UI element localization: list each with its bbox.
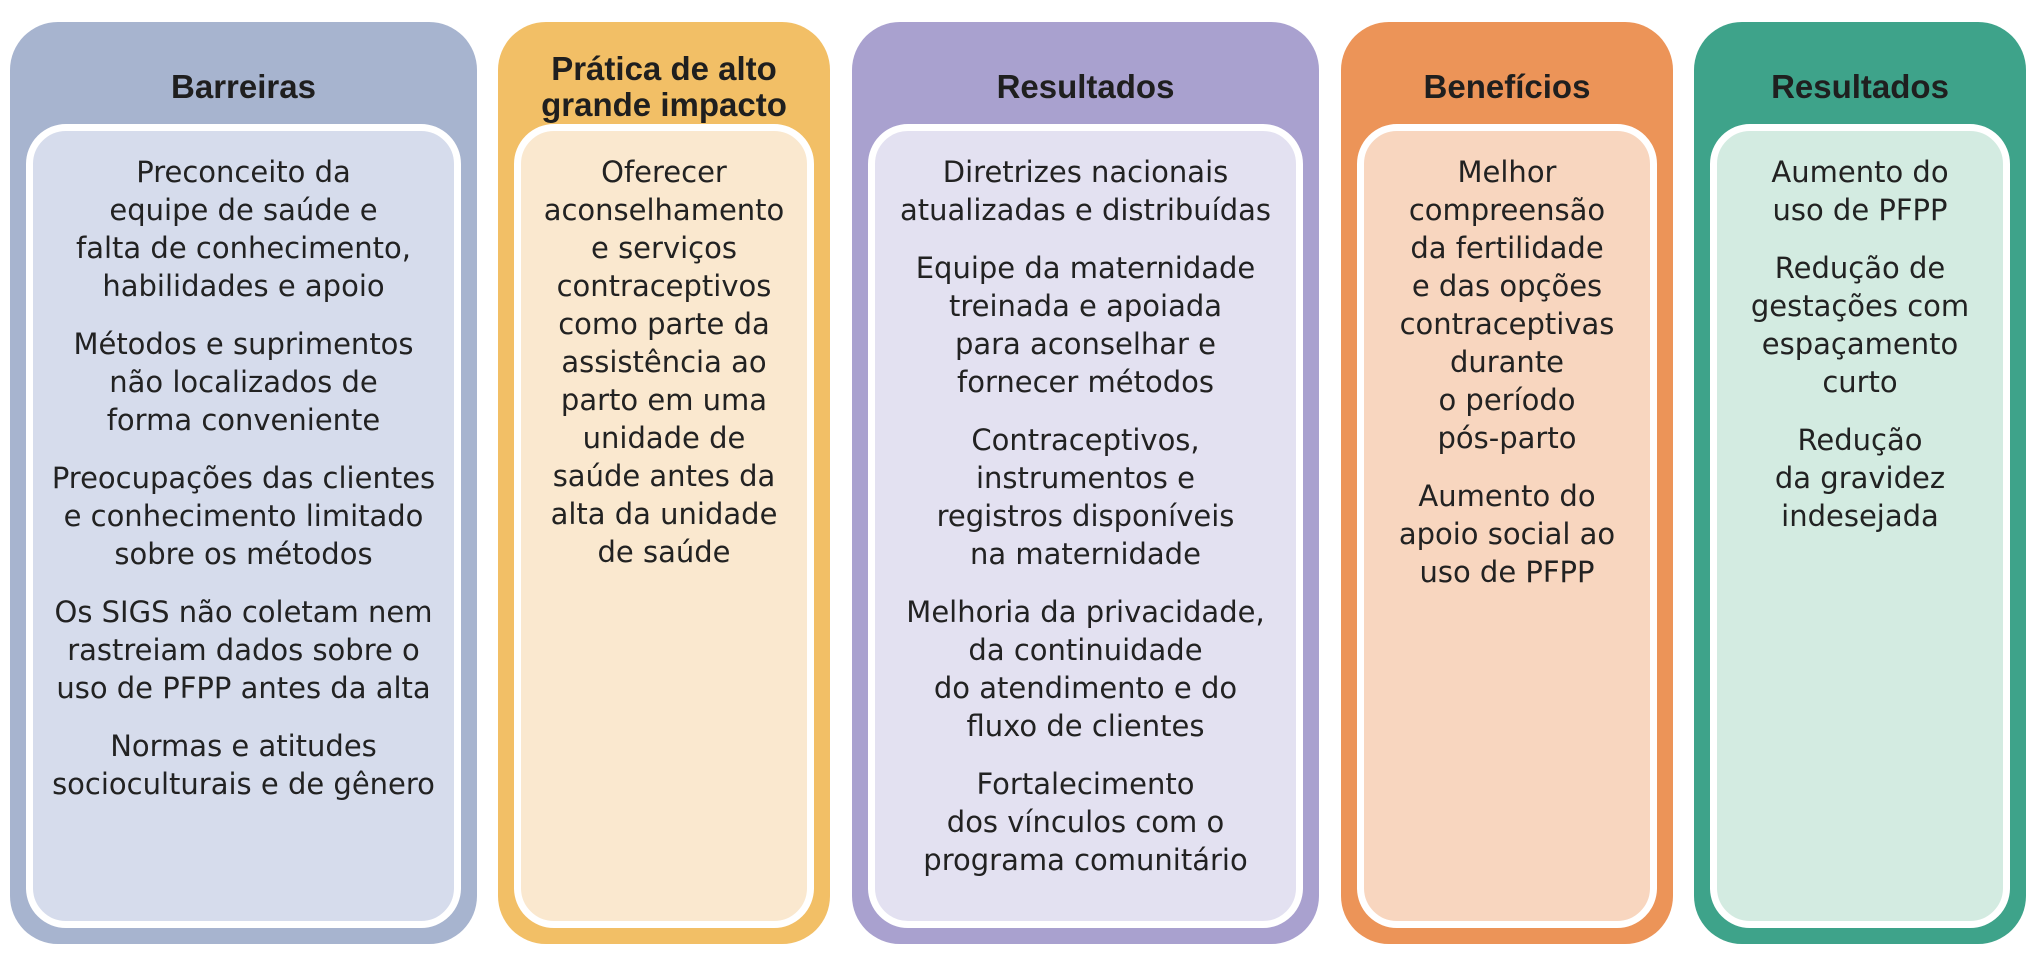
list-item: Melhoria da privacidade, da continuidade do atendimento e do fluxo de clientes bbox=[906, 595, 1265, 743]
list-item: Oferecer aconselhamento e serviços contraceptivos como parte da assistência ao parto em uma unidade de saúde antes da alta da unidade de saúde bbox=[543, 155, 785, 569]
column-resultados-2 bbox=[1694, 22, 2026, 944]
list-item: Contraceptivos, instrumentos e registros disponíveis na maternidade bbox=[936, 423, 1235, 571]
item-list bbox=[1723, 153, 1997, 535]
column-title: Resultados bbox=[1771, 68, 1949, 105]
list-item: Os SIGS não coletam nem rastreiam dados sobre o uso de PFPP antes da alta bbox=[54, 595, 433, 705]
column-panel bbox=[514, 124, 814, 928]
list-item: Redução da gravidez indesejada bbox=[1774, 423, 1946, 533]
list-item: Diretrizes nacionais atualizadas e distribuídas bbox=[899, 155, 1272, 227]
list-item: Redução de gestações com espaçamento curto bbox=[1750, 251, 1970, 399]
column-pratica bbox=[498, 22, 830, 944]
column-panel bbox=[1357, 124, 1657, 928]
list-item: Aumento do uso de PFPP bbox=[1771, 155, 1949, 227]
column-title: Benefícios bbox=[1423, 68, 1591, 105]
item-list bbox=[1370, 153, 1644, 591]
list-item: Aumento do apoio social ao uso de PFPP bbox=[1398, 479, 1616, 589]
list-item: Fortalecimento dos vínculos com o programa comunitário bbox=[923, 767, 1248, 877]
column-panel bbox=[1710, 124, 2010, 928]
item-list bbox=[39, 153, 448, 803]
column-title: Resultados bbox=[996, 68, 1175, 105]
column-beneficios bbox=[1341, 22, 1673, 944]
item-list bbox=[881, 153, 1290, 879]
column-panel bbox=[26, 124, 461, 928]
list-item: Melhor compreensão da fertilidade e das opções contraceptivas durante o período pós-parto bbox=[1399, 155, 1615, 455]
list-item: Preocupações das clientes e conhecimento limitado sobre os métodos bbox=[51, 461, 436, 571]
column-resultados-1 bbox=[852, 22, 1319, 944]
column-title: Barreiras bbox=[171, 68, 316, 105]
column-title: Prática de alto grande impacto bbox=[541, 50, 787, 123]
list-item: Normas e atitudes socioculturais e de gênero bbox=[52, 729, 435, 801]
list-item: Preconceito da equipe de saúde e falta de conhecimento, habilidades e apoio bbox=[76, 155, 411, 303]
column-panel bbox=[868, 124, 1303, 928]
list-item: Métodos e suprimentos não localizados de forma conveniente bbox=[73, 327, 414, 437]
list-item: Equipe da maternidade treinada e apoiada para aconselhar e fornecer métodos bbox=[915, 251, 1256, 399]
column-barreiras bbox=[10, 22, 477, 944]
item-list bbox=[527, 153, 801, 571]
